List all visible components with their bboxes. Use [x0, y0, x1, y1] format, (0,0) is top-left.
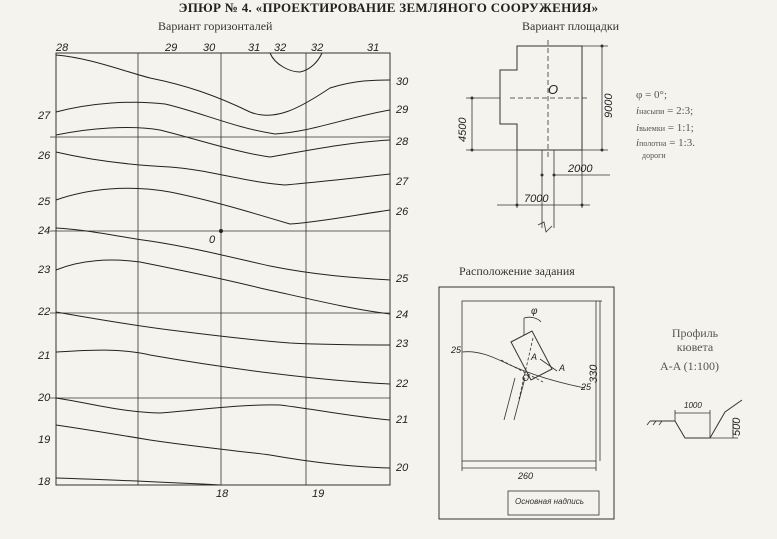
stamp-label: Основная надпись — [515, 497, 584, 506]
param-phi: φ = 0°; — [636, 89, 668, 101]
layout-contour-right: 25 — [581, 382, 592, 392]
label-right-20: 20 — [396, 462, 409, 474]
map-center-label: 0 — [209, 234, 216, 246]
label-right-23: 23 — [396, 338, 409, 350]
dim-7000: 7000 — [524, 193, 549, 205]
label-bottom-18: 18 — [216, 488, 229, 500]
profile-section: A-A (1:100) — [660, 359, 719, 373]
label-right-25: 25 — [396, 273, 409, 285]
label-left-22: 22 — [38, 306, 51, 318]
label-left-23: 23 — [38, 264, 51, 276]
label-right-28: 28 — [396, 136, 409, 148]
label-top-32: 32 — [274, 42, 287, 54]
label-left-18: 18 — [38, 476, 51, 488]
label-left-20: 20 — [38, 392, 51, 404]
layout-point-label: O — [522, 373, 530, 383]
profile-title-line1: Профиль — [671, 326, 719, 340]
label-left-25: 25 — [38, 196, 51, 208]
dim-330: 330 — [588, 364, 600, 383]
contour-map-caption: Вариант горизонталей — [158, 19, 273, 33]
profile-dim-500: 500 — [731, 417, 743, 436]
param-road: iполотна = 1:3. — [636, 137, 695, 149]
label-left-19: 19 — [38, 434, 51, 446]
label-bottom-19: 19 — [312, 488, 325, 500]
label-right-26: 26 — [396, 206, 409, 218]
dim-2000: 2000 — [568, 163, 593, 175]
profile-title-line2: кювета — [676, 340, 714, 354]
label-left-21: 21 — [38, 350, 51, 362]
layout-dim-260: 260 — [518, 471, 534, 481]
label-left-27: 27 — [38, 110, 51, 122]
param-road-sub: дороги — [642, 151, 666, 160]
param-fill: iнасыпи = 2:3; — [636, 105, 694, 117]
platform-caption: Вариант площадки — [522, 19, 620, 33]
page-title: ЭПЮР № 4. «ПРОЕКТИРОВАНИЕ ЗЕМЛЯНОГО СООРУЖЕНИЯ» — [178, 0, 599, 15]
layout-task-caption: Расположение задания — [459, 264, 575, 278]
label-right-22: 22 — [396, 378, 409, 390]
label-top-31b: 31 — [367, 42, 380, 54]
layout-section-label-2: A — [559, 363, 566, 373]
label-top-30: 30 — [203, 42, 216, 54]
platform-center-label: O — [548, 82, 559, 97]
param-cut: iвыемки = 1:1; — [636, 122, 694, 134]
label-right-24: 24 — [396, 309, 409, 321]
label-right-30: 30 — [396, 76, 409, 88]
label-top-32b: 32 — [311, 42, 324, 54]
layout-section-label: A — [531, 352, 538, 362]
label-right-21: 21 — [396, 414, 409, 426]
label-top-29: 29 — [165, 42, 178, 54]
dim-9000: 9000 — [603, 93, 615, 118]
label-top-28: 28 — [56, 42, 69, 54]
label-left-24: 24 — [38, 225, 51, 237]
dim-4500: 4500 — [457, 117, 469, 142]
label-top-31: 31 — [248, 42, 261, 54]
layout-contour-left: 25 — [451, 345, 462, 355]
label-left-26: 26 — [38, 150, 51, 162]
label-right-29: 29 — [396, 104, 409, 116]
profile-dim-1000: 1000 — [684, 401, 702, 410]
label-right-27: 27 — [396, 176, 409, 188]
layout-phi-label: φ — [531, 306, 538, 317]
